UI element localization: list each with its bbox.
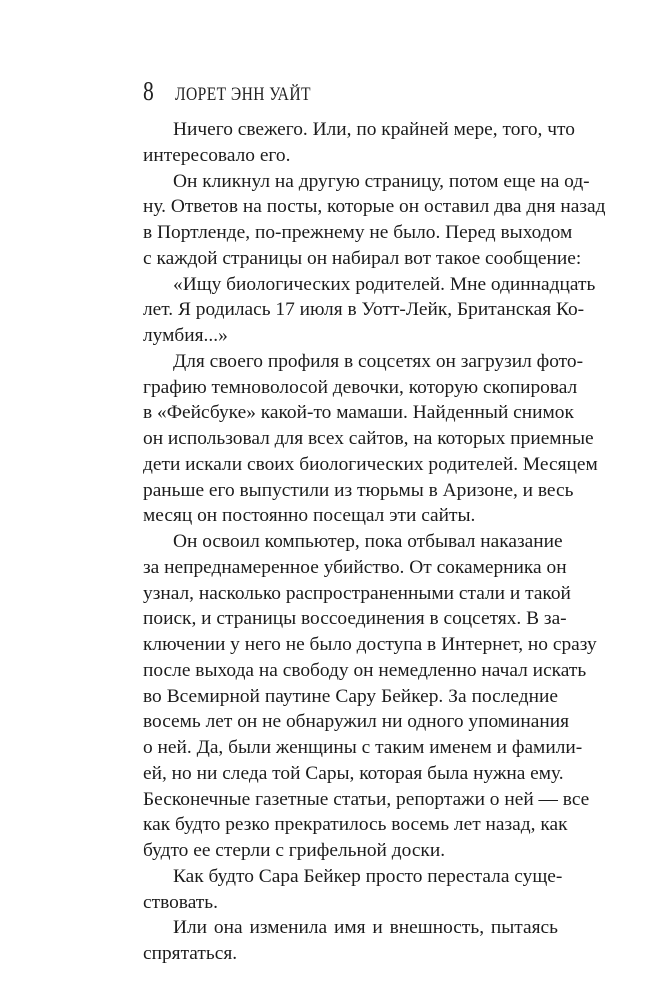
paragraph xyxy=(143,864,563,916)
running-head xyxy=(143,76,341,106)
text-line: Бесконечные газетные статьи, репортажи о ней — все xyxy=(143,788,590,810)
paragraph xyxy=(143,915,558,967)
text-line: лет. Я родилась 17 июля в Уотт-Лейк, Британская Ко- xyxy=(143,299,585,321)
text-line: поиск, и страницы воссоединения в соцсетях. В за- xyxy=(143,608,567,630)
text-line: в Портленде, по-прежнему не было. Перед выходом xyxy=(143,222,573,243)
text-line: в «Фейсбуке» какой-то мамаши. Найденный снимок xyxy=(143,402,574,424)
paragraph xyxy=(143,529,597,864)
text-line: Или она изменила имя и внешность, пытаясь xyxy=(173,917,558,939)
text-line: как будто резко прекратилось восемь лет назад, как xyxy=(143,814,568,836)
text-line: интересовало его. xyxy=(143,144,291,166)
text-line: дети искали своих биологических родителей. Месяцем xyxy=(143,453,598,475)
text-line: лумбия...» xyxy=(143,325,228,346)
text-line: после выхода на свободу он немедленно начал искать xyxy=(143,659,587,681)
text-line: ключении у него не было доступа в Интернет, но сразу xyxy=(143,634,597,655)
book-author: ЛОРЕТ ЭНН УАЙТ xyxy=(175,84,311,105)
text-line: спрятаться. xyxy=(143,943,238,964)
paragraph xyxy=(143,169,606,272)
text-line: восемь лет он не обнаружил ни одного упоминания xyxy=(143,711,570,733)
text-line: с каждой страницы он набирал вот такое сообщение: xyxy=(143,247,582,269)
text-line: ствовать. xyxy=(143,891,218,913)
text-line: раньше его выпустили из тюрьмы в Аризоне, и весь xyxy=(143,479,574,501)
paragraph xyxy=(143,117,575,169)
body-text xyxy=(143,117,606,967)
paragraph xyxy=(143,349,598,529)
text-line: Он кликнул на другую страницу, потом еще на од- xyxy=(173,170,590,192)
text-line: Для своего профиля в соцсетях он загрузил фото- xyxy=(173,350,584,372)
text-line: за непреднамеренное убийство. От сокамерника он xyxy=(143,556,567,578)
text-line: месяц он постоянно посещал эти сайты. xyxy=(143,505,476,527)
text-line: Как будто Сара Бейкер просто перестала суще- xyxy=(173,865,563,887)
text-line: он использовал для всех сайтов, на которых приемные xyxy=(143,428,594,449)
text-line: будто ее стерли с грифельной доски. xyxy=(143,840,446,861)
text-line: ну. Ответов на посты, которые он оставил два дня назад xyxy=(143,196,606,218)
text-line: Он освоил компьютер, пока отбывал наказание xyxy=(173,531,563,552)
text-line: Ничего свежего. Или, по крайней мере, того, что xyxy=(173,119,575,140)
paragraph xyxy=(143,272,596,349)
text-line: во Всемирной паутине Сару Бейкер. За последние xyxy=(143,685,558,707)
text-line: узнал, насколько распространенными стали и такой xyxy=(143,582,571,604)
text-line: графию темноволосой девочки, которую скопировал xyxy=(143,376,578,398)
text-line: о ней. Да, были женщины с таким именем и фамили- xyxy=(143,737,583,758)
text-line: «Ищу биологических родителей. Мне одиннадцать xyxy=(173,273,596,295)
text-line: ей, но ни следа той Сары, которая была нужна ему. xyxy=(143,762,564,784)
page-number: 8 xyxy=(143,76,154,106)
